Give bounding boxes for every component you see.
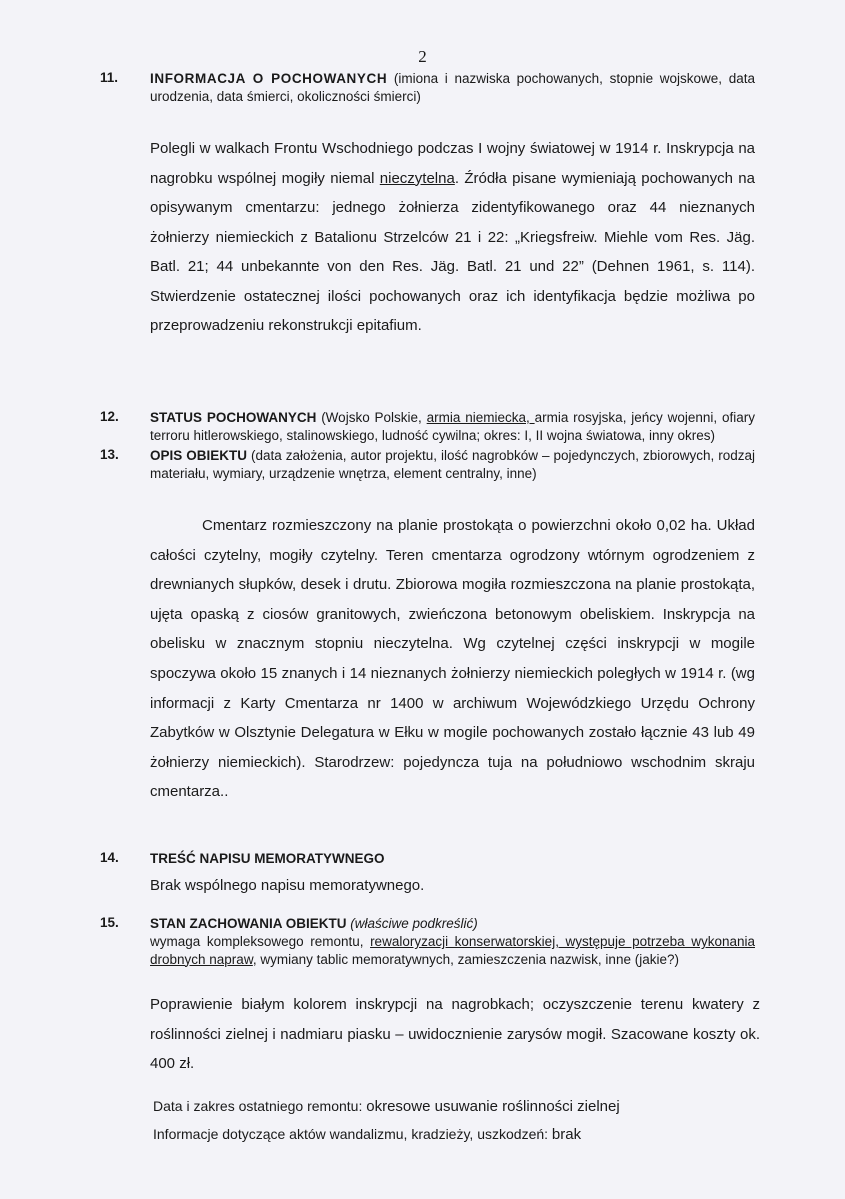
hint-end: armia rosyjska, jeńcy wojenni, ofiary terroru hitlerowskiego, stalinowskiego, ludność cywilna; okres: I, II wojna światowa, inny okres) — [150, 410, 755, 443]
section-number: 14. — [100, 850, 119, 865]
repair-label: Data i zakres ostatniego remontu: — [153, 1098, 367, 1114]
section-number: 13. — [100, 447, 119, 462]
body-text-cont: . Źródła pisane wymieniają pochowanych na opisywanym cmentarzu: jednego żołnierza zidentyfikowanego oraz 44 nieznanych żołnierzy niemieckich z Batalionu Strzelców 21 i 22: „Kriegsfreiw. Miehle vom Res. Jäg. Batl. 21; 44 unbekannte von den Res. Jäg. Batl. 21 und 22” (Dehnen 1961, s. 114). Stwierdzenie ostatecznej ilości pochowanych oraz ich identyfikacja będzie możliwa po przeprowadzeniu rekonstrukcji epitafium. — [150, 169, 755, 334]
vandalism-label: Informacje dotyczące aktów wandalizmu, kradzieży, uszkodzeń: — [153, 1126, 552, 1142]
section-heading — [150, 850, 755, 868]
vandalism-value: brak — [551, 1126, 582, 1143]
hint-underlined: armia niemiecka, — [426, 410, 535, 425]
section-title: STATUS POCHOWANYCH — [150, 410, 317, 425]
option-underlined: rewaloryzacji konserwatorskiej, występuje potrzeba wykonania drobnych napraw — [150, 934, 755, 967]
repair-line — [153, 1098, 773, 1115]
repair-value: okresowe usuwanie roślinności zielnej — [366, 1098, 620, 1115]
section-heading — [150, 447, 755, 482]
option-text: wymaga kompleksowego remontu, — [150, 934, 371, 949]
section-body: Cmentarz rozmieszczony na planie prostokąta o powierzchni około 0,02 ha. Układ całości czytelny, mogiły czytelny. Teren cmentarza ogrodzony wtórnym ogrodzeniem z drewnianych słupków, desek i drutu. Zbiorowa mogiła rozmieszczona na planie prostokąta, ujęta opaską z ciosów granitowych, zwieńczona betonowym obeliskiem. Inskrypcja na obelisku w znacznym stopniu nieczytelna. Wg czytelnej części inskrypcji w mogile spoczywa około 15 znanych i 14 nieznanych żołnierzy niemieckich poległych w 1914 r. (wg informacji z Karty Cmentarza nr 1400 w archiwum Wojewódzkiego Urzędu Ochrony Zabytków w Olsztynie Delegatura w Ełku w mogile pochowanych zostało łącznie 43 lub 49 żołnierzy niemieckich). Starodrzew: pojedyncza tuja na południowo wschodnim skraju cmentarza.. — [150, 517, 755, 801]
section-hint: (data założenia, autor projektu, ilość nagrobków – pojedynczych, zbiorowych, rodzaj materiału, wymiary, urządzenie wnętrza, element centralny, inne) — [150, 448, 755, 481]
underlined-word: nieczytelna — [379, 169, 455, 187]
section-title-hint: (właściwe podkreślić) — [350, 916, 478, 931]
section-body — [150, 134, 755, 341]
page-number: 2 — [418, 47, 427, 66]
vandalism-line — [153, 1126, 773, 1143]
section-number: 15. — [100, 915, 119, 930]
section-title: INFORMACJA O POCHOWANYCH — [150, 71, 388, 86]
option-text-cont: , wymiany tablic memoratywnych, zamieszczenia nazwisk, inne (jakie?) — [252, 951, 679, 967]
section-heading — [150, 915, 755, 933]
section-heading — [150, 409, 755, 444]
section-heading — [150, 70, 755, 105]
section-title: OPIS OBIEKTU — [150, 448, 247, 463]
section-title: STAN ZACHOWANIA OBIEKTU — [150, 916, 347, 931]
hint-start: (Wojsko Polskie, — [321, 410, 427, 425]
body-text: Polegli w walkach Frontu Wschodniego podczas I wojny światowej w 1914 r. Inskrypcja na nagrobku wspólnej mogiły niemal — [150, 140, 755, 187]
condition-options — [150, 933, 755, 968]
section-number: 12. — [100, 409, 119, 424]
section-body: Brak wspólnego napisu memoratywnego. — [150, 877, 425, 894]
section-body: Poprawienie białym kolorem inskrypcji na nagrobkach; oczyszczenie terenu kwatery z roślinności zielnej i nadmiaru piasku – uwidocznienie zarysów mogił. Szacowane koszty ok. 400 zł. — [150, 996, 760, 1072]
section-title: TREŚĆ NAPISU MEMORATYWNEGO — [150, 851, 385, 866]
section-hint: (imiona i nazwiska pochowanych, stopnie wojskowe, data urodzenia, data śmierci, okoliczności śmierci) — [150, 71, 755, 104]
section-number: 11. — [100, 70, 119, 85]
